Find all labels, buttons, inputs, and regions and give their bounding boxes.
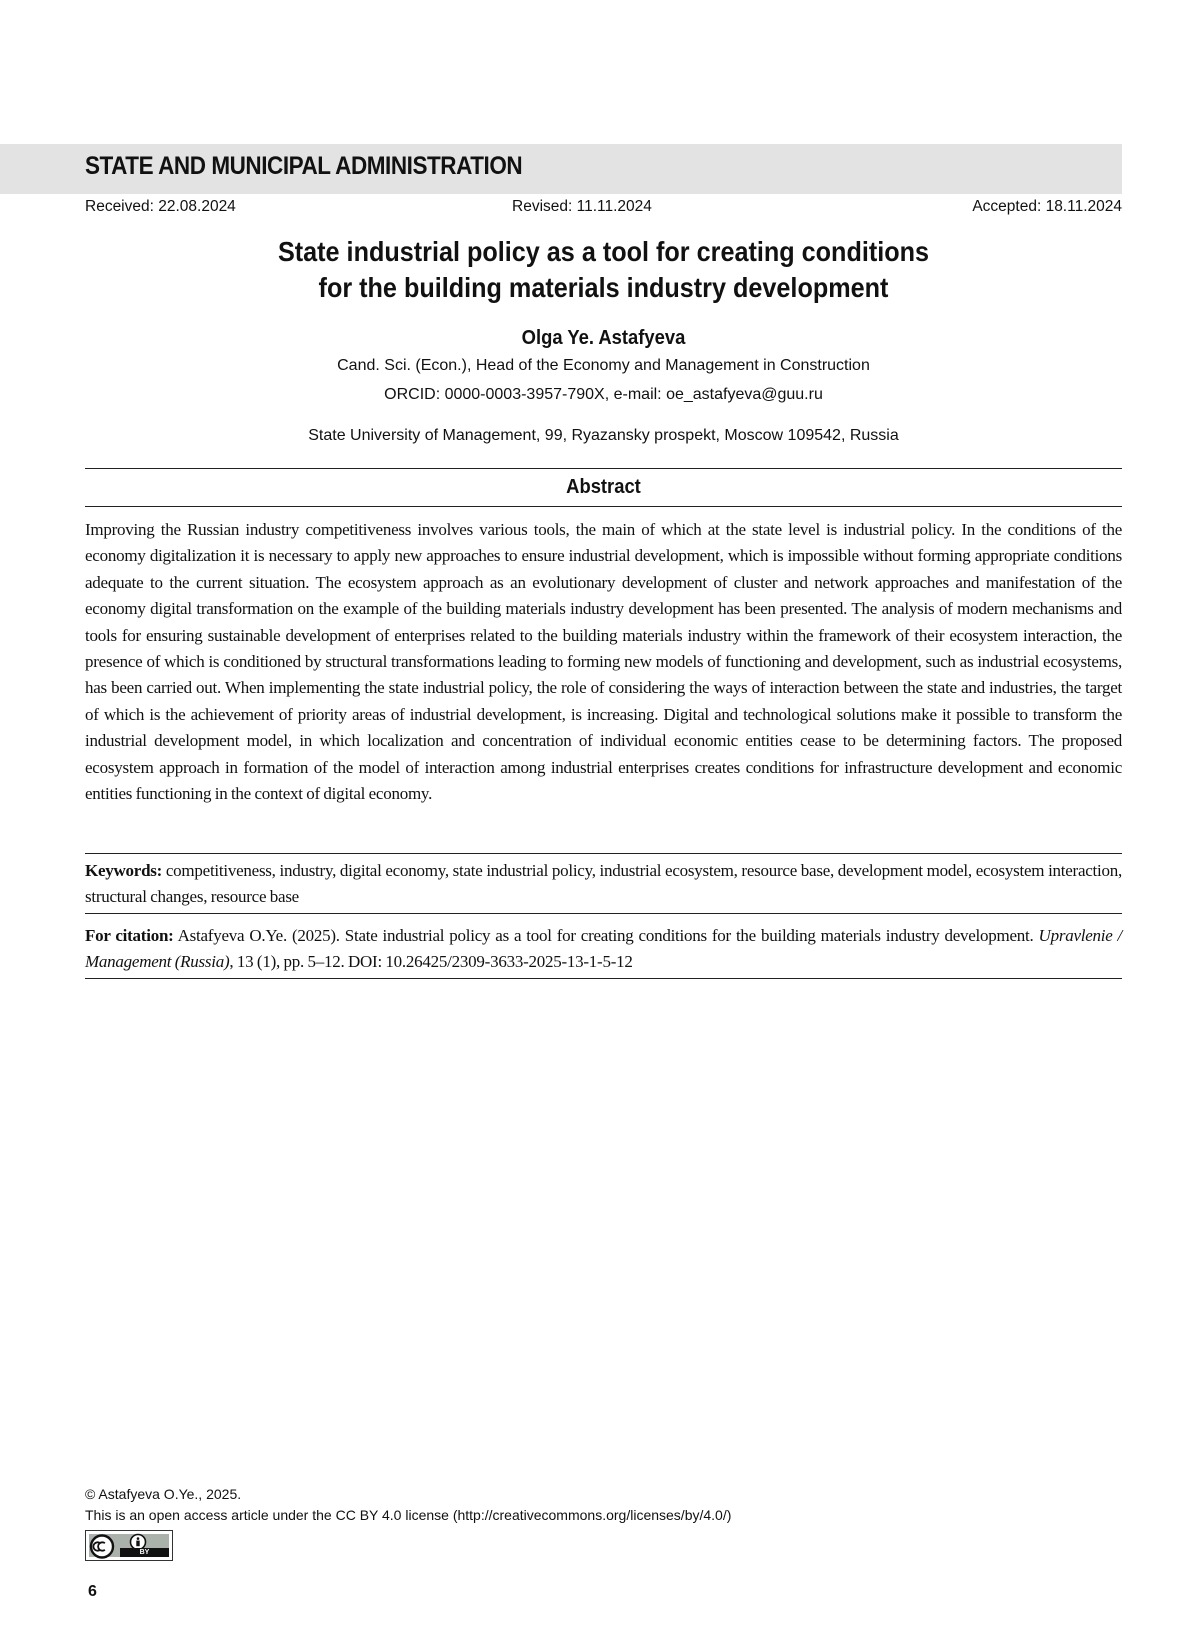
title-line-1: State industrial policy as a tool for creating conditions bbox=[277, 236, 930, 267]
accepted-date: Accepted: 18.11.2024 bbox=[972, 198, 1122, 215]
license-notice: This is an open access article under the CC BY 4.0 license (http://creativecommons.org/licenses/by/4.0/) bbox=[85, 1507, 732, 1523]
revised-date: Revised: 11.11.2024 bbox=[512, 198, 652, 215]
citation bbox=[85, 923, 1122, 975]
divider bbox=[85, 468, 1122, 469]
cc-by-license-badge bbox=[85, 1530, 173, 1561]
citation-label: For citation: bbox=[85, 926, 174, 945]
copyright-notice: © Astafyeva O.Ye., 2025. bbox=[85, 1486, 242, 1502]
cc-logo-icon bbox=[86, 1531, 174, 1562]
divider bbox=[85, 506, 1122, 507]
abstract-heading: Abstract bbox=[566, 476, 641, 498]
citation-text: Astafyeva O.Ye. (2025). State industrial policy as a tool for creating conditions for the building materials industry development. bbox=[177, 926, 1034, 945]
article-dates bbox=[85, 198, 1122, 220]
keywords bbox=[85, 858, 1122, 910]
author-affiliation: State University of Management, 99, Ryazansky prospekt, Moscow 109542, Russia bbox=[308, 427, 899, 444]
received-date: Received: 22.08.2024 bbox=[85, 198, 236, 215]
divider bbox=[85, 913, 1122, 914]
author-name: Olga Ye. Astafyeva bbox=[521, 327, 686, 349]
by-label: BY bbox=[120, 1548, 169, 1557]
article-title bbox=[137, 234, 1070, 306]
abstract-text: Improving the Russian industry competitiveness involves various tools, the main of which at the state level is industrial policy. In the conditions of the economy digitalization it is necessary to apply new approaches to ensure industrial development, which is impossible without forming appropriate conditions adequate to the current situation. The ecosystem approach as an evolutionary development of cluster and network approaches and manifestation of the economy digital transformation on the example of the building materials industry development has been presented. The analysis of modern mechanisms and tools for ensuring sustainable development of enterprises related to the building materials industry within the framework of their ecosystem interaction, the presence of which is conditioned by structural transformations leading to forming new models of functioning and development, such as industrial ecosystems, has been carried out. When implementing the state industrial policy, the role of considering the ways of interaction between the state and industries, the target of which is the achievement of priority areas of industrial development, is increasing. Digital and technological solutions make it possible to transform the industrial development model, in which localization and concentration of individual economic entities cease to be determining factors. The proposed ecosystem approach in formation of the model of interaction among industrial enterprises creates conditions for infrastructure development and economic entities functioning in the context of digital economy. bbox=[85, 520, 1122, 804]
citation-details: , 13 (1), pp. 5–12. DOI: 10.26425/2309-3633-2025-13-1-5-12 bbox=[229, 952, 633, 971]
author-position: Cand. Sci. (Econ.), Head of the Economy and Management in Construction bbox=[337, 357, 870, 374]
title-line-2: for the building materials industry development bbox=[318, 272, 889, 303]
section-title: STATE AND MUNICIPAL ADMINISTRATION bbox=[85, 152, 523, 180]
divider bbox=[85, 853, 1122, 854]
keywords-label: Keywords: bbox=[85, 861, 163, 880]
citation-journal: Upravlenie / Management (Russia) bbox=[85, 926, 1123, 971]
divider bbox=[85, 978, 1122, 979]
author-orcid-email: ORCID: 0000-0003-3957-790X, e-mail: oe_astafyeva@guu.ru bbox=[384, 386, 823, 403]
page-number: 6 bbox=[88, 1583, 97, 1600]
keywords-text: competitiveness, industry, digital economy, state industrial policy, industrial ecosystem, resource base, development model, ecosystem interaction, structural changes, resource base bbox=[85, 861, 1123, 906]
